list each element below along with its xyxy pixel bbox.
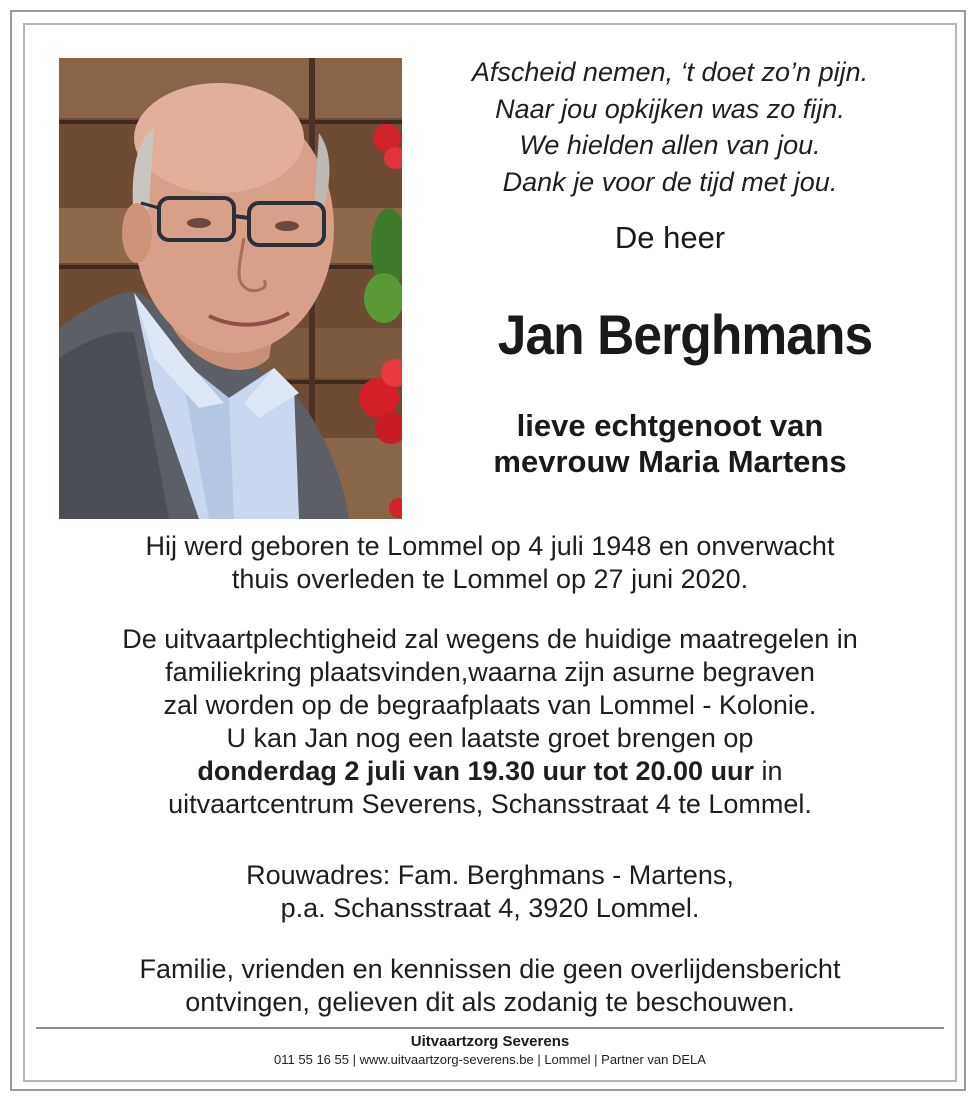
poem-line: Afscheid nemen, ‘t doet zo’n pijn. bbox=[471, 57, 869, 87]
relation-line: mevrouw Maria Martens bbox=[493, 444, 847, 479]
poem bbox=[415, 54, 925, 200]
funeral-paragraph bbox=[36, 623, 944, 821]
paragraph-line: Hij werd geboren te Lommel op 4 juli 1948 en onverwacht bbox=[145, 531, 835, 561]
relation bbox=[415, 408, 925, 480]
paragraph-line: Familie, vrienden en kennissen die geen overlijdensbericht bbox=[139, 954, 841, 984]
paragraph-line: U kan Jan nog een laatste groet brengen op bbox=[226, 723, 754, 753]
paragraph-line: uitvaartcentrum Severens, Schansstraat 4 te Lommel. bbox=[168, 789, 812, 819]
funeral-home-contact: 011 55 16 55 | www.uitvaartzorg-severens.be | Lommel | Partner van DELA bbox=[274, 1052, 706, 1067]
portrait-photo bbox=[59, 58, 402, 519]
poem-line: Naar jou opkijken was zo fijn. bbox=[495, 93, 845, 124]
visitation-line bbox=[36, 755, 944, 788]
visitation-time: donderdag 2 juli van 19.30 uur tot 20.00 uur bbox=[197, 756, 755, 786]
closing-paragraph bbox=[36, 953, 944, 1019]
poem-line: We hielden allen van jou. bbox=[519, 130, 821, 160]
honorific: De heer bbox=[614, 220, 726, 255]
deceased-name: Jan Berghmans bbox=[497, 303, 873, 366]
paragraph-line: Rouwadres: Fam. Berghmans - Martens, bbox=[246, 860, 734, 890]
birth-death-paragraph bbox=[36, 530, 944, 596]
paragraph-line: p.a. Schansstraat 4, 3920 Lommel. bbox=[280, 893, 700, 923]
paragraph-line: De uitvaartplechtigheid zal wegens de huidige maatregelen in bbox=[122, 624, 858, 654]
address-paragraph bbox=[36, 859, 944, 925]
paragraph-line: familiekring plaatsvinden,waarna zijn asurne begraven bbox=[165, 657, 815, 687]
funeral-home-name: Uitvaartzorg Severens bbox=[410, 1033, 570, 1050]
relation-line: lieve echtgenoot van bbox=[516, 408, 824, 443]
visitation-suffix: in bbox=[754, 756, 783, 786]
paragraph-line: ontvingen, gelieven dit als zodanig te beschouwen. bbox=[185, 987, 795, 1017]
poem-line: Dank je voor de tijd met jou. bbox=[502, 166, 838, 197]
paragraph-line: zal worden op de begraafplaats van Lommel - Kolonie. bbox=[163, 690, 817, 720]
paragraph-line: thuis overleden te Lommel op 27 juni 2020. bbox=[231, 564, 749, 594]
footer-divider bbox=[36, 1027, 944, 1029]
